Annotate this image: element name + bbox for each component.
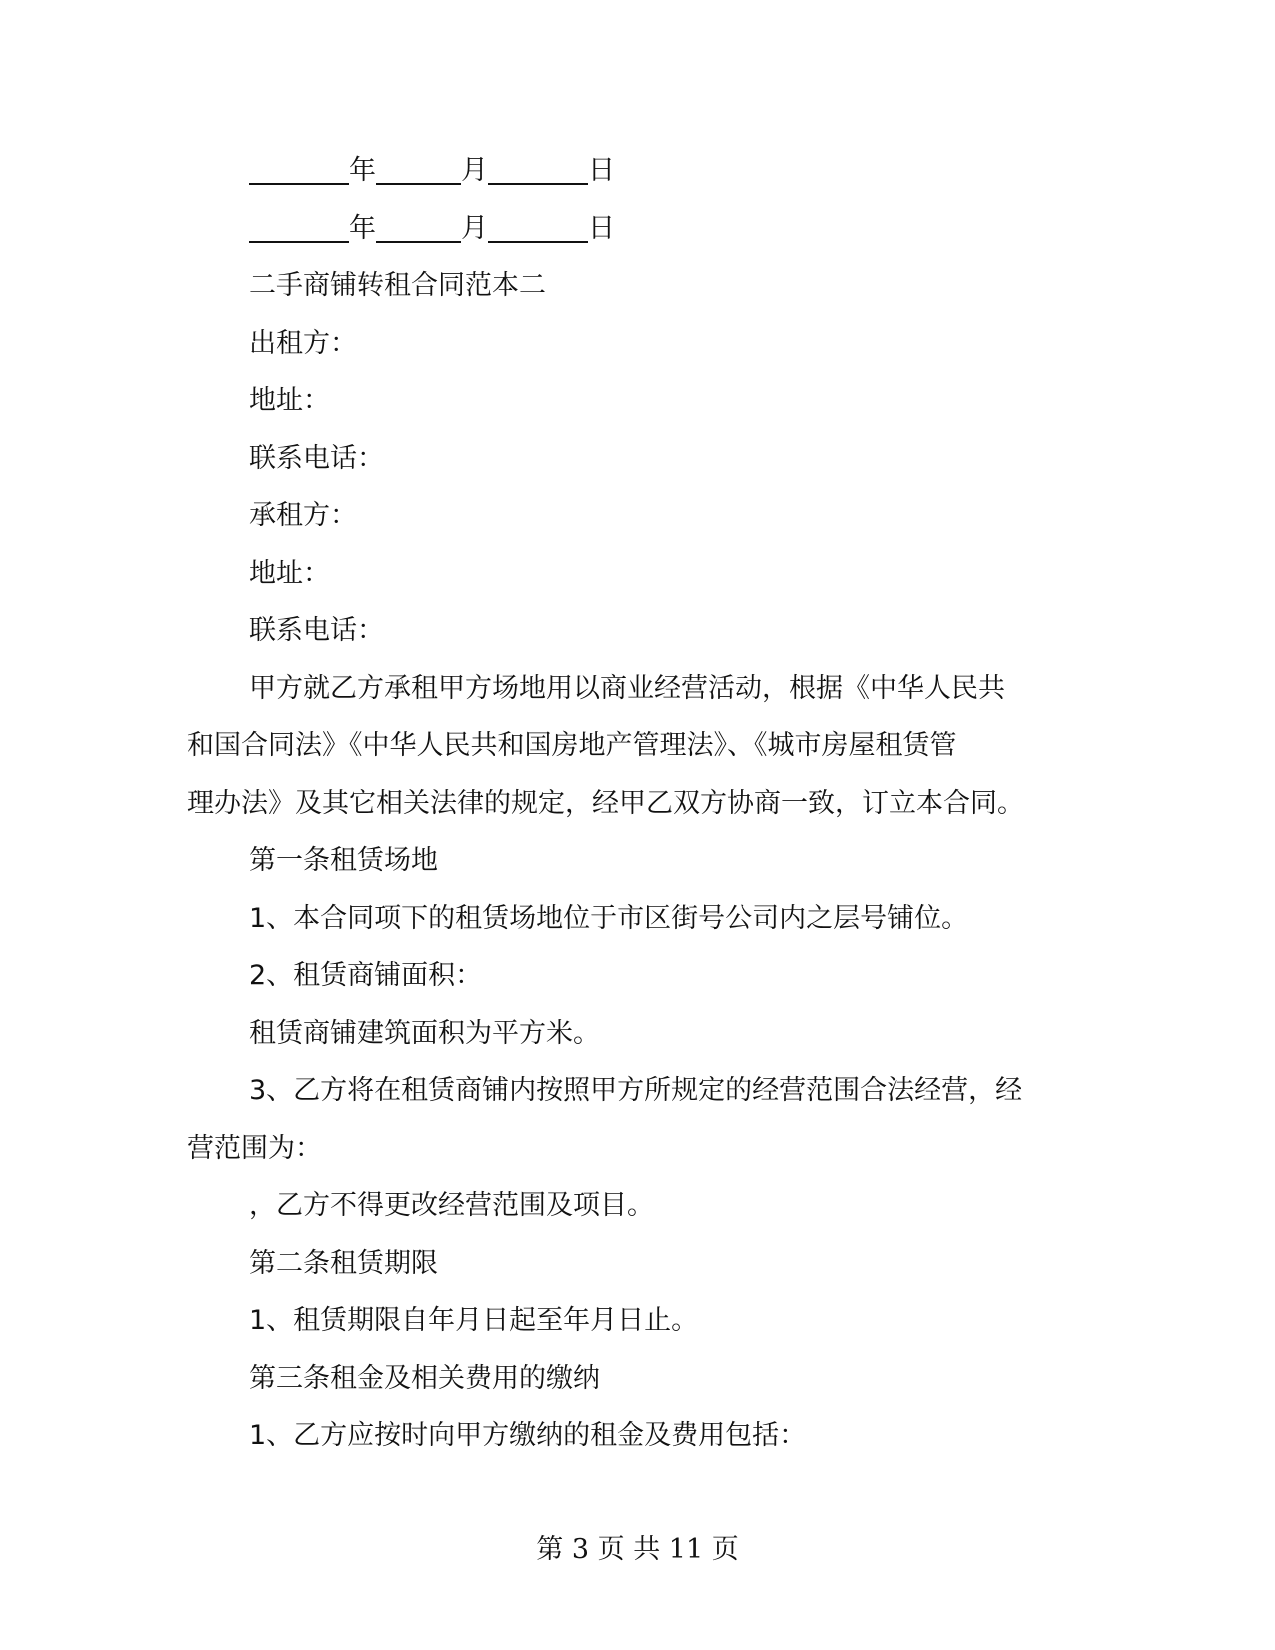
month-blank bbox=[376, 153, 461, 185]
text-line: 1、乙方应按时向甲方缴纳的租金及费用包括： bbox=[249, 1420, 807, 1451]
year-label: 年 bbox=[349, 155, 376, 186]
text-line: 联系电话： bbox=[249, 442, 384, 474]
text-line: 租赁商铺建筑面积为平方米。 bbox=[249, 1017, 600, 1049]
text-line: 理办法》及其它相关法律的规定，经甲乙双方协商一致，订立本合同。 bbox=[187, 787, 1024, 819]
text-line: 地址： bbox=[249, 557, 330, 589]
text-line: 地址： bbox=[249, 385, 330, 416]
text-line: 1、租赁期限自年月日起至年月日止。 bbox=[249, 1305, 699, 1336]
day-blank bbox=[488, 153, 588, 185]
contract-text bbox=[187, 257, 1087, 1465]
text-line: ，乙方不得更改经营范围及项目。 bbox=[249, 1190, 654, 1221]
text-line: 联系电话： bbox=[249, 615, 384, 646]
day-blank bbox=[488, 211, 588, 243]
text-line: 和国合同法》《中华人民共和国房地产管理法》、《城市房屋租赁管 bbox=[187, 730, 957, 761]
month-label: 月 bbox=[461, 212, 488, 244]
date-line bbox=[187, 142, 1087, 200]
day-label: 日 bbox=[588, 212, 615, 244]
text-line: 第一条租赁场地 bbox=[249, 845, 438, 876]
text-line: 1、本合同项下的租赁场地位于市区街号公司内之层号铺位。 bbox=[249, 902, 969, 934]
text-line: 3、乙方将在租赁商铺内按照甲方所规定的经营范围合法经营，经 bbox=[249, 1075, 1023, 1106]
text-line: 甲方就乙方承租甲方场地用以商业经营活动，根据《中华人民共 bbox=[249, 672, 1005, 704]
date-line bbox=[187, 200, 1087, 258]
document-body bbox=[187, 142, 1087, 1465]
year-label: 年 bbox=[349, 212, 376, 244]
year-blank bbox=[249, 211, 349, 243]
month-label: 月 bbox=[461, 155, 488, 186]
text-line: 2、租赁商铺面积： bbox=[249, 960, 483, 991]
year-blank bbox=[249, 153, 349, 185]
page-footer: 第 3 页 共 11 页 bbox=[536, 1534, 739, 1565]
month-blank bbox=[376, 211, 461, 243]
text-line: 承租方： bbox=[249, 500, 357, 531]
text-line: 第三条租金及相关费用的缴纳 bbox=[249, 1362, 600, 1394]
day-label: 日 bbox=[588, 155, 615, 186]
text-line: 营范围为： bbox=[187, 1132, 322, 1164]
text-line: 二手商铺转租合同范本二 bbox=[249, 270, 546, 301]
text-line: 出租方： bbox=[249, 327, 357, 359]
text-line: 第二条租赁期限 bbox=[249, 1247, 438, 1279]
